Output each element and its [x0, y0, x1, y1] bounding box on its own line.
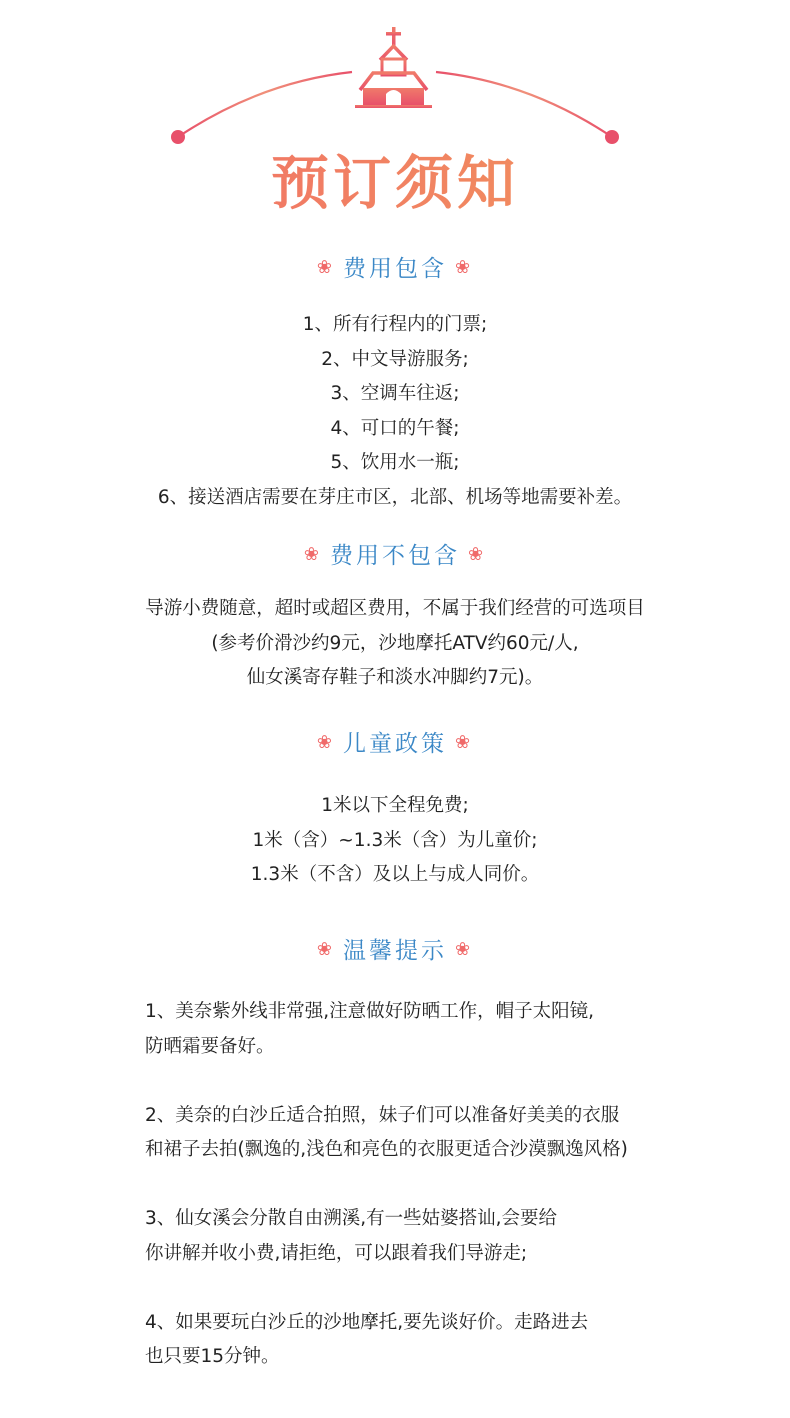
list-item: 2、中文导游服务; — [321, 348, 469, 370]
text-line: (参考价滑沙约9元，沙地摩托ATV约60元/人, — [211, 632, 579, 654]
header-dot-left — [171, 130, 185, 144]
flower-icon: ❀ — [316, 256, 335, 278]
list-item: 1米（含）~1.3米（含）为儿童价; — [252, 829, 538, 851]
text-line: 防晒霜要备好。 — [145, 1035, 275, 1057]
text-line: 4、如果要玩白沙丘的沙地摩托,要先谈好价。走路进去 — [145, 1311, 589, 1333]
tip-item — [145, 1099, 745, 1168]
page-header — [0, 0, 790, 240]
tip-item — [145, 1306, 745, 1375]
list-item: 1、所有行程内的门票; — [302, 314, 488, 335]
fee-included-list — [0, 308, 790, 515]
list-item: 5、饮用水一瓶; — [330, 452, 460, 473]
header-arc-left — [178, 72, 352, 137]
text-line: 仙女溪寄存鞋子和淡水冲脚约7元)。 — [246, 667, 544, 688]
text-line: 导游小费随意，超时或超区费用，不属于我们经营的可选项目 — [145, 598, 645, 619]
text-line: 也只要15分钟。 — [145, 1346, 280, 1367]
tip-item — [145, 995, 745, 1064]
text-line: 3、仙女溪会分散自由溯溪,有一些姑婆搭讪,会要给 — [145, 1208, 558, 1229]
text-line: 1、美奈紫外线非常强,注意做好防晒工作，帽子太阳镜, — [145, 1001, 595, 1022]
text-line: 你讲解并收小费,请拒绝，可以跟着我们导游走; — [145, 1242, 528, 1264]
list-item: 1米以下全程免费; — [321, 795, 469, 816]
list-item: 1.3米（不含）及以上与成人同价。 — [250, 864, 540, 885]
section-title-fee-excluded: ❀ 费用不包含 ❀ — [0, 541, 790, 572]
text-line: 2、美奈的白沙丘适合拍照，妹子们可以准备好美美的衣服 — [145, 1104, 620, 1126]
flower-icon: ❀ — [455, 731, 474, 753]
flower-icon: ❀ — [455, 256, 474, 278]
list-item: 4、可口的午餐; — [330, 417, 460, 439]
church-icon — [355, 27, 432, 108]
header-dot-right — [605, 130, 619, 144]
tips-list — [145, 995, 745, 1409]
flower-icon: ❀ — [303, 543, 322, 565]
page-title: 预订须知 — [0, 145, 790, 221]
section-title-child-policy: ❀ 儿童政策 ❀ — [0, 729, 790, 760]
flower-icon: ❀ — [468, 543, 487, 565]
tip-item — [145, 1202, 745, 1271]
list-item: 3、空调车往返; — [330, 383, 460, 404]
flower-icon: ❀ — [316, 938, 335, 960]
list-item: 6、接送酒店需要在芽庄市区，北部、机场等地需要补差。 — [157, 486, 633, 508]
section-title-tips: ❀ 温馨提示 ❀ — [0, 936, 790, 967]
text-line: 和裙子去拍(飘逸的,浅色和亮色的衣服更适合沙漠飘逸风格) — [145, 1139, 628, 1160]
section-title-fee-included: ❀ 费用包含 ❀ — [0, 254, 790, 285]
child-policy-list — [0, 789, 790, 893]
header-arc-right — [436, 72, 612, 137]
flower-icon: ❀ — [455, 938, 474, 960]
fee-excluded-text — [0, 592, 790, 696]
flower-icon: ❀ — [316, 731, 335, 753]
